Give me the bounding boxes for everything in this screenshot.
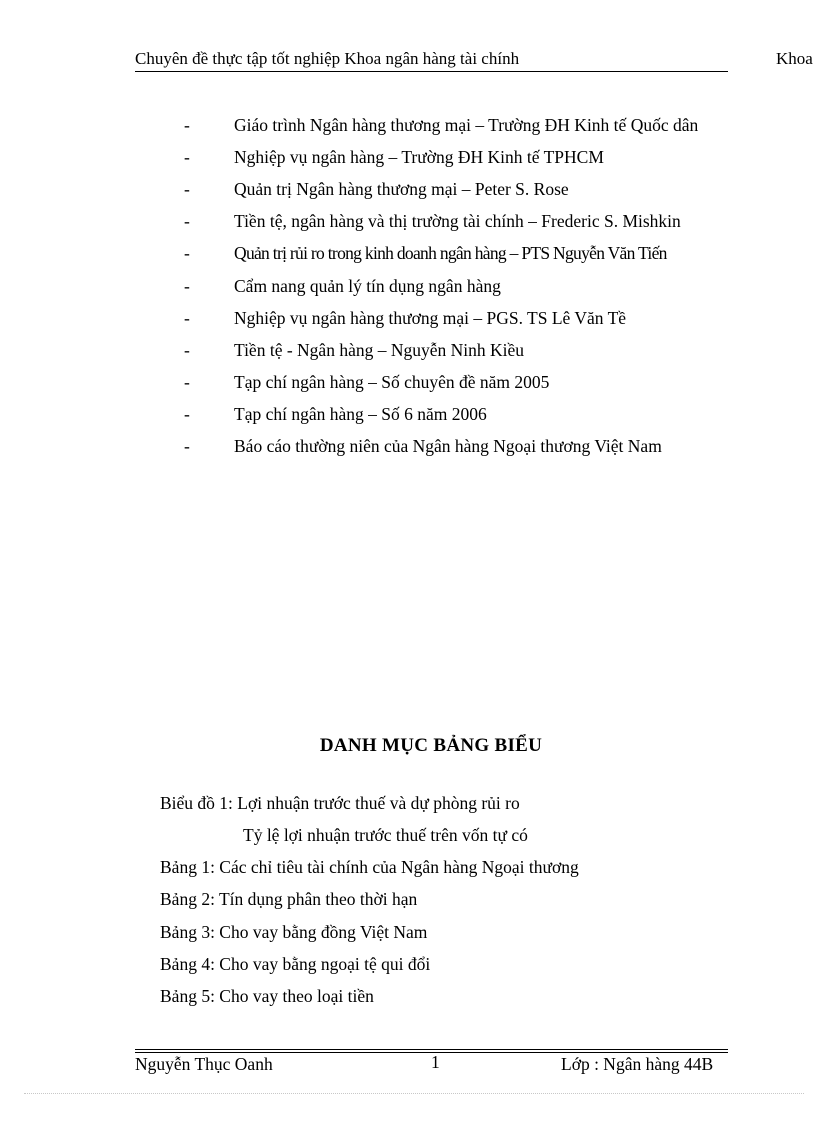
table-list-item: Bảng 1: Các chỉ tiêu tài chính của Ngân hàng Ngoại thương bbox=[160, 857, 579, 877]
reference-item bbox=[0, 243, 816, 271]
reference-text: Báo cáo thường niên của Ngân hàng Ngoại thương Việt Nam bbox=[234, 436, 662, 456]
header-rule bbox=[135, 71, 728, 72]
bullet-dash: - bbox=[184, 211, 190, 231]
bullet-dash: - bbox=[184, 243, 190, 263]
bullet-dash: - bbox=[184, 115, 190, 135]
reference-text: Quản trị rủi ro trong kinh doanh ngân hàng – PTS Nguyễn Văn Tiến bbox=[234, 243, 667, 263]
reference-text: Tạp chí ngân hàng – Số 6 năm 2006 bbox=[234, 404, 487, 424]
reference-item bbox=[0, 436, 816, 464]
reference-text: Tiền tệ, ngân hàng và thị trường tài chính – Frederic S. Mishkin bbox=[234, 211, 681, 231]
reference-item bbox=[0, 340, 816, 368]
bullet-dash: - bbox=[184, 308, 190, 328]
bullet-dash: - bbox=[184, 340, 190, 360]
page-header-fragment: Khoa bbox=[776, 49, 813, 68]
footer-author: Nguyễn Thục Oanh bbox=[135, 1054, 273, 1074]
bullet-dash: - bbox=[184, 276, 190, 296]
reference-item bbox=[0, 147, 816, 175]
reference-text: Giáo trình Ngân hàng thương mại – Trường ĐH Kinh tế Quốc dân bbox=[234, 115, 699, 135]
table-list-item: Biểu đồ 1: Lợi nhuận trước thuế và dự phòng rủi ro bbox=[160, 793, 520, 813]
reference-item bbox=[0, 308, 816, 336]
bullet-dash: - bbox=[184, 147, 190, 167]
table-list-item: Bảng 4: Cho vay bằng ngoại tệ qui đổi bbox=[160, 954, 431, 974]
table-list-item: Bảng 3: Cho vay bằng đồng Việt Nam bbox=[160, 922, 428, 942]
reference-text: Cẩm nang quản lý tín dụng ngân hàng bbox=[234, 276, 501, 296]
reference-item bbox=[0, 179, 816, 207]
table-list-item: Tỷ lệ lợi nhuận trước thuế trên vốn tự có bbox=[243, 825, 528, 845]
footer-rule bbox=[135, 1049, 728, 1050]
section-title: DANH MỤC BẢNG BIỂU bbox=[319, 735, 543, 756]
bullet-dash: - bbox=[184, 179, 190, 199]
bullet-dash: - bbox=[184, 436, 190, 456]
reference-text: Tiền tệ - Ngân hàng – Nguyễn Ninh Kiều bbox=[234, 340, 525, 360]
table-list-item: Bảng 2: Tín dụng phân theo thời hạn bbox=[160, 889, 418, 909]
reference-text: Tạp chí ngân hàng – Số chuyên đề năm 2005 bbox=[234, 372, 550, 392]
reference-item bbox=[0, 276, 816, 304]
reference-item bbox=[0, 211, 816, 239]
reference-text: Nghiệp vụ ngân hàng – Trường ĐH Kinh tế TPHCM bbox=[234, 147, 604, 167]
page-header-title: Chuyên đề thực tập tốt nghiệp Khoa ngân hàng tài chính bbox=[135, 49, 520, 68]
reference-text: Quản trị Ngân hàng thương mại – Peter S. Rose bbox=[234, 179, 569, 199]
bullet-dash: - bbox=[184, 404, 190, 424]
reference-item bbox=[0, 372, 816, 400]
reference-item bbox=[0, 404, 816, 432]
reference-item bbox=[0, 115, 816, 143]
page-number: 1 bbox=[431, 1052, 440, 1072]
table-list-item: Bảng 5: Cho vay theo loại tiền bbox=[160, 986, 374, 1006]
page-bottom-border bbox=[24, 1093, 804, 1094]
footer-class: Lớp : Ngân hàng 44B bbox=[561, 1054, 714, 1074]
reference-text: Nghiệp vụ ngân hàng thương mại – PGS. TS Lê Văn Tề bbox=[234, 308, 627, 328]
bullet-dash: - bbox=[184, 372, 190, 392]
